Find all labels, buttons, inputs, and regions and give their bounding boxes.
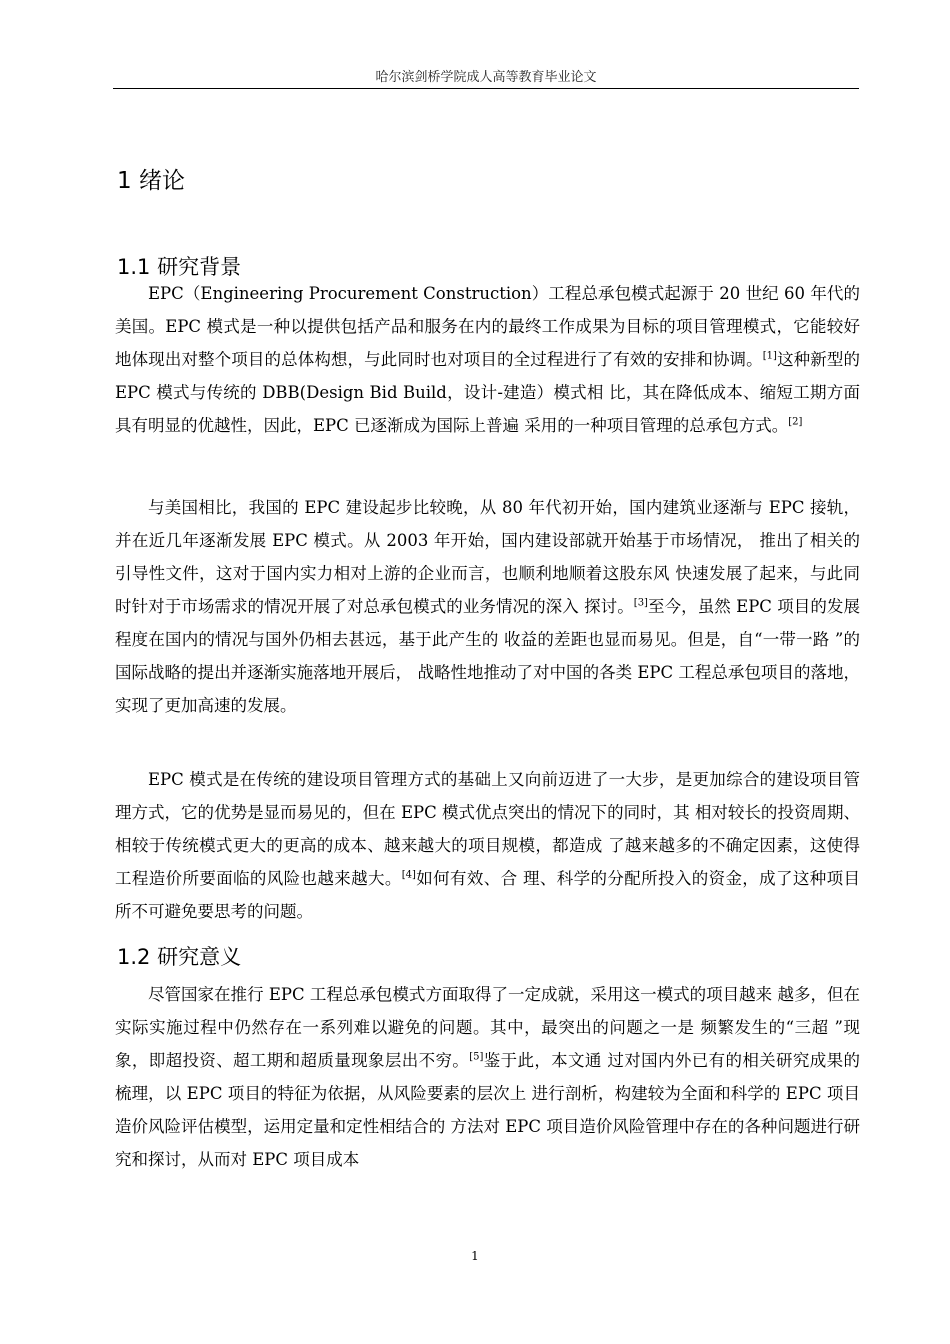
- citation-ref: [3]: [633, 597, 648, 609]
- chapter-title: 1 绪论: [117, 168, 185, 194]
- section-title-background: 1.1 研究背景: [117, 255, 242, 279]
- section-title-significance: 1.2 研究意义: [117, 945, 242, 969]
- paragraph-background-2: [115, 491, 860, 722]
- paragraph-background-3: [115, 763, 860, 928]
- paragraph-text: 这种新型的 EPC 模式与传统的 DBB(Design Bid Build，设计-建造）模式相 比，其在降低成本、缩短工期方面具有明显的优越性，因此，EPC 已逐渐成为国际上普遍 采用的一种项目管理的总承包方式。: [115, 350, 861, 435]
- paragraph-text: 尽管国家在推行 EPC 工程总承包模式方面取得了一定成就，采用这一模式的项目越来 越多，但在实际实施过程中仍然存在一系列难以避免的问题。其中，最突出的问题之一是 频繁发生的“三超 ”现象，即超投资、超工期和超质量现象层出不穷。: [115, 985, 860, 1070]
- paragraph-text: EPC 模式是在传统的建设项目管理方式的基础上又向前迈进了一大步，是更加综合的建设项目管理方式，它的优势是显而易见的，但在 EPC 模式优点突出的情况下的同时，其 相对较长的投资周期、相较于传统模式更大的更高的成本、越来越大的项目规模，都造成 了越来越多的不确定因素，这使得工程造价所要面临的风险也越来越大。: [115, 770, 860, 888]
- paragraph-background-1: [115, 277, 860, 442]
- running-header: 哈尔滨剑桥学院成人高等教育毕业论文: [375, 70, 597, 85]
- paragraph-text: EPC（Engineering Procurement Construction）工程总承包模式起源于 20 世纪 60 年代的美国。EPC 模式是一种以提供包括产品和服务在内的最终工作成果为目标的项目管理模式，它能较好地体现出对整个项目的总体构想，与此同时也对项目的全过程进行了有效的安排和协调。: [115, 284, 860, 369]
- paragraph-text: 如何有效、合 理、科学的分配所投入的资金，成了这种项目所不可避免要思考的问题。: [115, 869, 861, 921]
- citation-ref: [5]: [469, 1051, 484, 1063]
- citation-ref: [4]: [401, 869, 416, 881]
- page-number: 1: [471, 1249, 479, 1263]
- header-rule: [113, 88, 859, 89]
- citation-ref: [1]: [762, 350, 777, 362]
- paragraph-text: 至今，虽然 EPC 项目的发展程度在国内的情况与国外仍相去甚远，基于此产生的 收益的差距也显而易见。但是，自“一带一路 ”的国际战略的提出并逐渐实施落地开展后， 战略性地推动了对中国的各类 EPC 工程总承包项目的落地，实现了更加高速的发展。: [115, 597, 860, 715]
- paragraph-text: 鉴于此，本文通 过对国内外已有的相关研究成果的梳理，以 EPC 项目的特征为依据，从风险要素的层次上 进行剖析，构建较为全面和科学的 EPC 项目造价风险评估模型，运用定量和定性相结合的 方法对 EPC 项目造价风险管理中存在的各种问题进行研究和探讨，从而对 EPC 项目成本: [115, 1051, 861, 1169]
- citation-ref: [2]: [788, 416, 803, 428]
- paragraph-significance-1: [115, 978, 860, 1176]
- paragraph-text: 与美国相比，我国的 EPC 建设起步比较晚，从 80 年代初开始，国内建筑业逐渐与 EPC 接轨，并在近几年逐渐发展 EPC 模式。从 2003 年开始，国内建设部就开始基于市场情况， 推出了相关的引导性文件，这对于国内实力相对上游的企业而言，也顺利地顺着这股东风 快速发展了起来，与此同时针对于市场需求的情况开展了对总承包模式的业务情况的深入 探讨。: [115, 498, 860, 616]
